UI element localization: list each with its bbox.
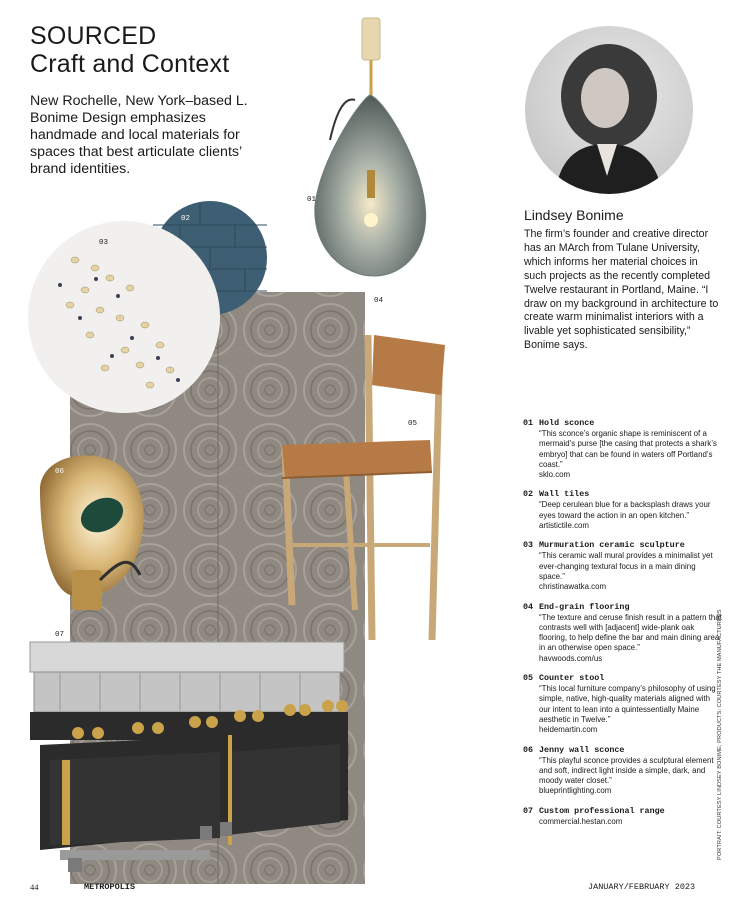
bio-text: The firm’s founder and creative director has an MArch from Tulane University, which informs her material choices in such projects as the recently completed Twelve restaurant in Portland, Maine. “I draw on my background in architecture to create warm minimalist interiors with a livable yet sophisticated sensibility,” Bonime says. — [524, 228, 719, 352]
product-title: Counter stool — [539, 673, 605, 684]
product-title: Hold sconce — [539, 418, 595, 428]
product-title: Custom professional range — [539, 805, 665, 816]
marker-04: 04 — [374, 297, 384, 305]
product-item — [523, 602, 723, 664]
product-number: 05 — [523, 673, 534, 684]
product-title: Wall tiles — [539, 489, 590, 500]
marker-05: 05 — [408, 420, 418, 428]
product-quote: “This ceramic wall mural provides a minimalist yet ever-changing textural focus in a main dining space.” — [539, 551, 713, 581]
product-number: 07 — [523, 805, 534, 816]
section-label: SOURCED — [30, 22, 157, 50]
headline-text: Craft and Context — [30, 50, 230, 78]
ceramic-sculpture-swatch — [28, 221, 220, 413]
product-quote: “Deep cerulean blue for a backsplash draws your eyes toward the action in an open kitchen.” — [539, 500, 711, 520]
page-number: 44 — [30, 882, 39, 892]
marker-07: 07 — [55, 631, 65, 639]
product-url: sklo.com — [539, 470, 571, 480]
product-item — [523, 806, 723, 827]
marker-03: 03 — [99, 239, 109, 247]
product-url: artistictile.com — [539, 521, 589, 531]
photo-credit: PORTRAIT: COURTESY LINDSEY BONIME; PRODUCTS: COURTESY THE MANUFACTURERS — [717, 609, 723, 860]
product-quote: “This playful sconce provides a sculptural element and soft, indirect light inside a simple, dark, and moody water closet.” — [539, 755, 714, 786]
bio-name: Lindsey Bonime — [524, 207, 624, 223]
product-title: Murmuration ceramic sculpture — [539, 540, 685, 551]
product-number: 02 — [523, 489, 534, 500]
hold-sconce-image — [315, 18, 426, 276]
product-url: heidemartin.com — [539, 725, 598, 735]
product-quote: “The texture and ceruse finish result in a pattern that contrasts well with [adjacent] wide-plank oak flooring, to help define the bar and main dining area in an otherwise open space.” — [539, 612, 722, 653]
product-url: havwoods.com/us — [539, 653, 603, 663]
marker-01: 01 — [307, 196, 317, 204]
product-number: 04 — [523, 601, 534, 612]
portrait-photo — [525, 26, 693, 194]
product-url: christinawatka.com — [539, 582, 607, 592]
product-quote: “This local furniture company’s philosophy of using simple, native, high-quality materials aligned with our intent to lean into a quintessentially Maine aesthetic in Twelve.” — [539, 684, 716, 724]
product-url: commercial.hestan.com — [539, 816, 623, 826]
marker-06: 06 — [55, 468, 65, 476]
product-item — [523, 745, 723, 797]
issue-date: JANUARY/FEBRUARY 2023 — [588, 882, 696, 892]
product-title: End-grain flooring — [539, 601, 630, 612]
product-title: Jenny wall sconce — [539, 744, 625, 755]
product-number: 01 — [523, 418, 534, 428]
marker-02: 02 — [181, 215, 191, 223]
product-item — [523, 489, 723, 531]
product-item — [523, 418, 723, 480]
portrait-figure — [525, 26, 693, 194]
product-list — [523, 418, 723, 836]
magazine-name: METROPOLIS — [84, 882, 136, 892]
product-quote: “This sconce’s organic shape is reminiscent of a mermaid’s purse [the casing that protects a shark’s embryo] that can be found in waters off Portland’s coast.” — [539, 429, 717, 469]
product-number: 06 — [523, 744, 534, 755]
product-url: blueprintlighting.com — [539, 786, 612, 796]
intro-text: New Rochelle, New York–based L. Bonime Design emphasizes handmade and local materials for spaces that best articulate clients’ brand identities. — [30, 93, 248, 177]
product-item — [523, 673, 723, 735]
product-item — [523, 540, 723, 592]
product-number: 03 — [523, 540, 534, 551]
